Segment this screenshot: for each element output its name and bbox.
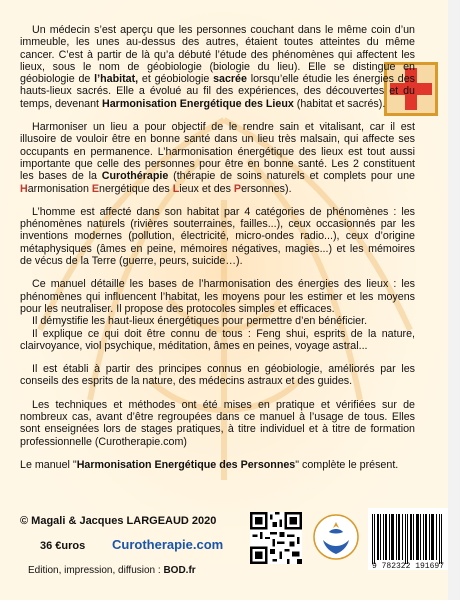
paragraph-3: L’homme est affecté dans son habitat par 4 catégories de phénomènes : les phénomènes naturels (rivières souterraines, failles...), ceux occasionnés par les inventions modernes (pollution, électricité, micro-ondes radio...), ceux d’origine métaphysiques (âmes en peine, mémoires négatives, magies...) et les mémoires de vécus de la Terre (guerre, peurs, suicide…). — [20, 205, 415, 268]
paragraph-2-t2: nergétique des — [99, 182, 173, 195]
paragraph-6: Les techniques et méthodes ont été mises en pratique et vérifiées sur de nombreux cas, avant d’être regroupées dans ce manuel à l’usage de tous. Elles sont enseignées lors de stages pratiques, à titre individuel et à titre de formation professionnelle (Curotherapie.com) — [20, 398, 415, 448]
next-page-edge — [448, 0, 460, 600]
paragraph-7-end: " complète le présent. — [295, 458, 399, 471]
copyright: © Magali & Jacques LARGEAUD 2020 — [20, 515, 217, 527]
paragraph-2-t1: armonisation — [27, 182, 92, 195]
edition-label: Edition, impression, diffusion : — [28, 565, 164, 576]
paragraph-4c: Il explique ce qui doit être connu de tous : Feng shui, esprits de la nature, clairvoyance, viol psychique, méditation, âmes en peines, voyage astral... — [20, 327, 415, 352]
bold-harmonisation-personnes: Harmonisation Energétique des Personnes — [76, 458, 296, 471]
red-letter-l: L — [172, 182, 180, 195]
website: Curotherapie.com — [112, 537, 224, 552]
red-letter-e: E — [91, 182, 100, 195]
paragraph-1-text: Un médecin s’est aperçu que les personnes couchant dans le même coin d’un immeuble, les unes au-dessus des autres, étaient toutes atteintes du même cancer. C’est à partir de là qu’a débuté l’étude des phénomènes qui affectent les lieux, sous le nom de géobiologie (biologie du lieu). Elle se distingue en géobiologie de — [20, 24, 415, 86]
description-text — [20, 24, 415, 482]
paragraph-1-mid: et géobiologie — [138, 73, 214, 86]
edition-line — [28, 565, 196, 576]
price: 36 €uros — [40, 540, 86, 552]
paragraph-7 — [20, 459, 415, 471]
bold-sacree: sacrée — [213, 73, 247, 86]
paragraph-2-t3: ieux et des — [179, 182, 234, 195]
paragraph-1-end: lorsqu’elle étudie les énergies des hauts-lieux sacrés. Elle a évolué au fil des expériences, des découvertes et du temps, devenant — [20, 73, 415, 110]
red-letter-h: H — [20, 182, 28, 195]
paragraph-2 — [20, 121, 415, 195]
isbn-barcode — [368, 508, 448, 570]
paragraph-1-tail: (habitat et sacrés). — [293, 97, 386, 110]
red-letter-p: P — [233, 182, 242, 195]
paragraph-7-start: Le manuel " — [20, 458, 77, 471]
dove-hands-logo — [313, 514, 359, 560]
paragraph-2-t4: ersonnes). — [241, 182, 292, 195]
paragraph-5: Il est établi à partir des principes connus en géobiologie, améliorés par les conseils des esprits de la nature, des médecins astraux et des guides. — [20, 363, 415, 388]
isbn-number: 9 782322 191697 — [371, 562, 444, 571]
paragraph-1 — [20, 24, 415, 110]
bold-harmonisation-lieux: Harmonisation Energétique des Lieux — [102, 97, 294, 110]
edition-value: BOD.fr — [163, 565, 196, 576]
paragraph-2-text: Harmoniser un lieu a pour objectif de le rendre sain et vitalisant, car il est illusoire de vouloir être en bonne santé dans un lieu très malsain, qui affecte ses occupants en permanence. L’harmonisation énergétique des lieux est tout aussi importante que celle des personnes pour être en bonne santé. Les 2 constituent les bases de la — [20, 121, 415, 183]
qr-code — [250, 512, 302, 564]
paragraph-4b: Il démystifie les haut-lieux énergétiques pour permettre d’en bénéficier. — [32, 315, 368, 328]
paragraph-4a: Ce manuel détaille les bases de l’harmonisation des énergies des lieux : les phénomènes qui influencent l’habitat, les moyens pour les estimer et les moyens pour les neutraliser. Il propose des protocoles simples et efficaces. — [20, 278, 415, 315]
bold-curotherapie: Curothérapie — [101, 170, 169, 183]
paragraph-2-mid: (thérapie de soins naturels et complets pour une — [168, 170, 416, 183]
bold-habitat: l’habitat, — [94, 73, 139, 86]
